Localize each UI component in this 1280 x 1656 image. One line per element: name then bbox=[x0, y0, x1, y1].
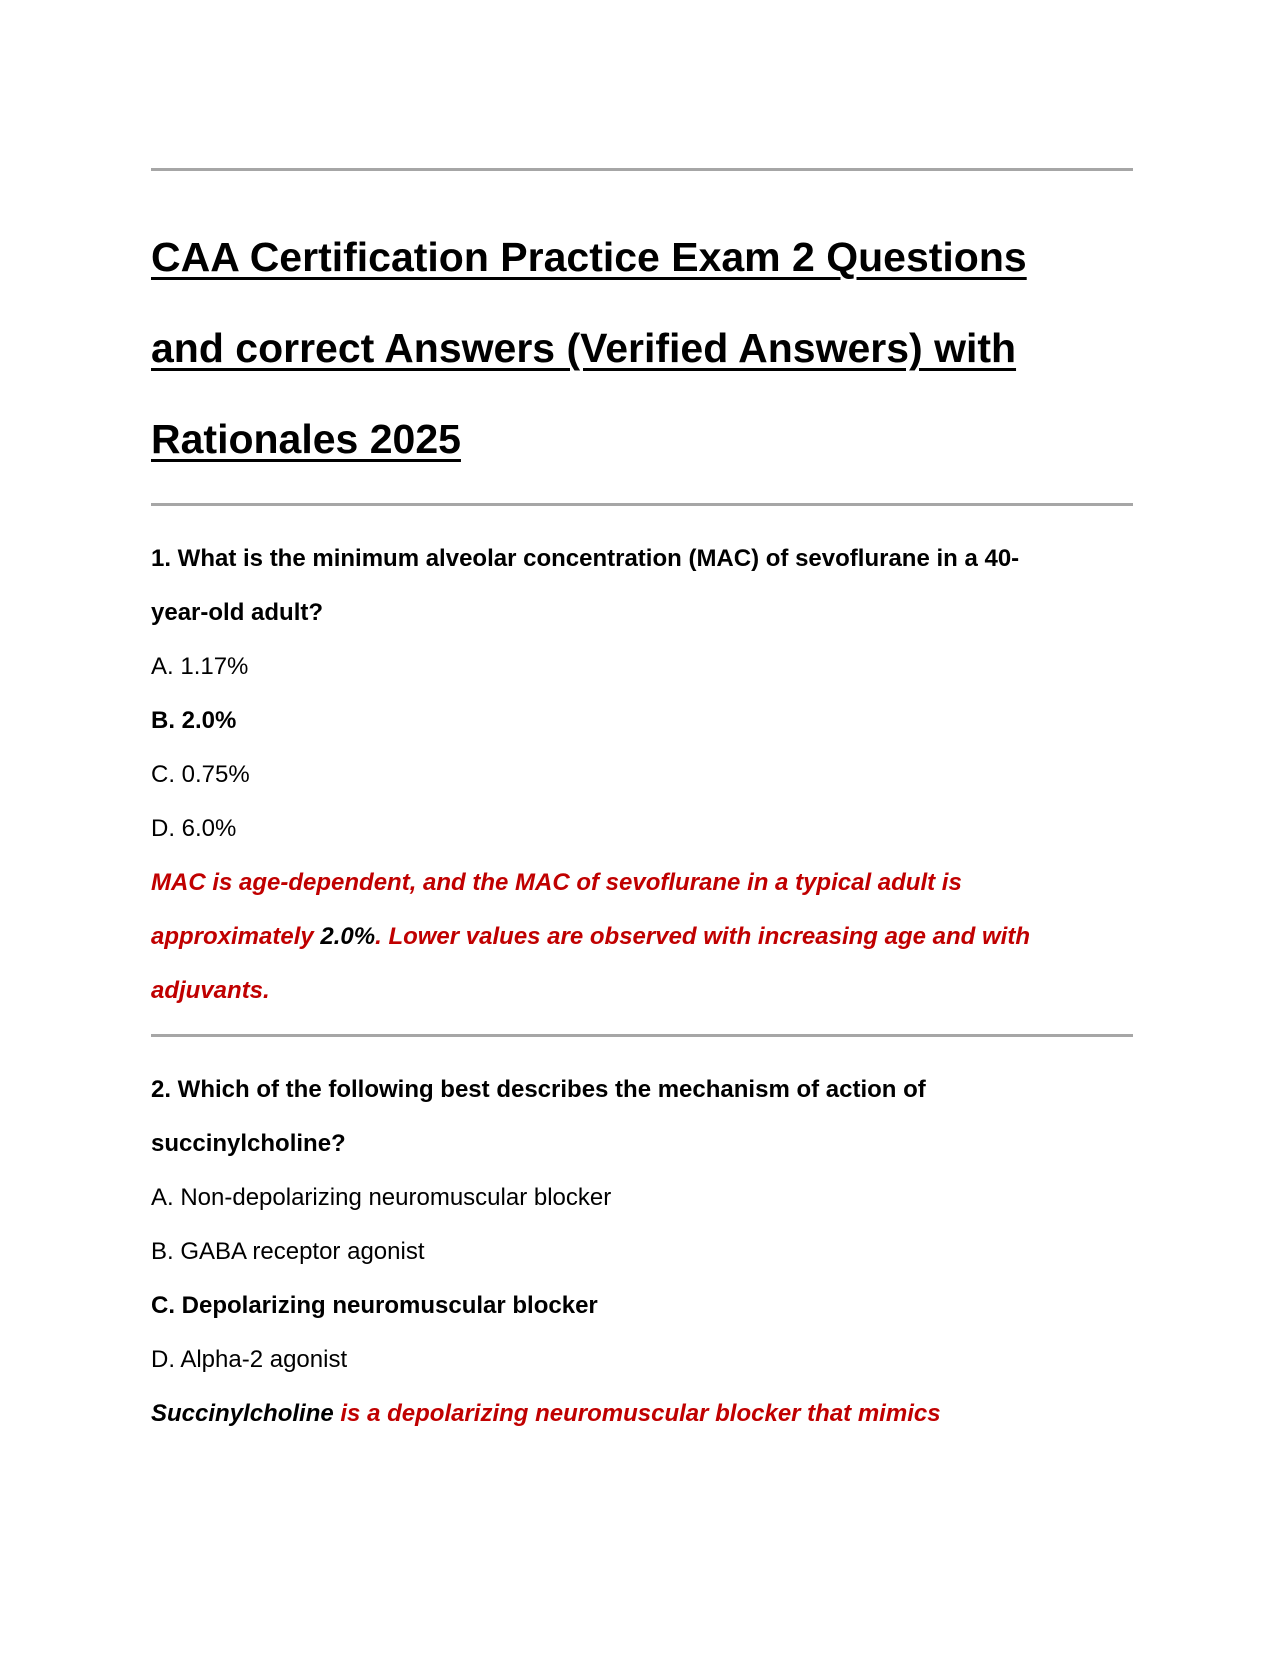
title-line-3: Rationales 2025 bbox=[151, 416, 461, 462]
document-page bbox=[151, 0, 1133, 1656]
question-2-option-c-correct: C. Depolarizing neuromuscular blocker bbox=[151, 1292, 598, 1319]
question-2-text-line-2: succinylcholine? bbox=[151, 1130, 346, 1157]
divider-after-question-1 bbox=[151, 1034, 1133, 1037]
rationale-term: Succinylcholine bbox=[151, 1400, 334, 1427]
title-line-1: CAA Certification Practice Exam 2 Questions bbox=[151, 234, 1027, 280]
rationale-line-2-prefix: approximately bbox=[151, 923, 321, 950]
question-2-rationale-line-1 bbox=[151, 1387, 1133, 1441]
question-1-option-b-correct: B. 2.0% bbox=[151, 707, 237, 734]
question-1-rationale-line-3: adjuvants. bbox=[151, 977, 270, 1004]
question-2 bbox=[151, 1063, 1133, 1441]
question-2-text-line-1: 2. Which of the following best describes the mechanism of action of bbox=[151, 1076, 926, 1103]
question-2-option-d: D. Alpha-2 agonist bbox=[151, 1346, 348, 1373]
divider-top bbox=[151, 168, 1133, 171]
title-line-2: and correct Answers (Verified Answers) with bbox=[151, 325, 1017, 371]
rationale-line-1-rest: is a depolarizing neuromuscular blocker that mimics bbox=[333, 1400, 941, 1427]
question-2-option-b: B. GABA receptor agonist bbox=[151, 1238, 425, 1265]
question-1-text-line-2: year-old adult? bbox=[151, 599, 324, 626]
divider-after-title bbox=[151, 503, 1133, 506]
question-2-option-a: A. Non-depolarizing neuromuscular blocker bbox=[151, 1184, 612, 1211]
rationale-line-2-suffix: . Lower values are observed with increasing age and with bbox=[375, 923, 1030, 950]
question-1 bbox=[151, 532, 1133, 1018]
question-1-option-d: D. 6.0% bbox=[151, 815, 237, 842]
question-1-rationale-line-1: MAC is age-dependent, and the MAC of sevoflurane in a typical adult is bbox=[151, 869, 962, 896]
question-1-option-c: C. 0.75% bbox=[151, 761, 250, 788]
document-title bbox=[151, 212, 1133, 485]
question-1-rationale-line-2 bbox=[151, 910, 1133, 964]
question-1-text-line-1: 1. What is the minimum alveolar concentration (MAC) of sevoflurane in a 40- bbox=[151, 545, 1020, 572]
rationale-highlight-value: 2.0% bbox=[320, 923, 376, 950]
question-1-option-a: A. 1.17% bbox=[151, 653, 249, 680]
